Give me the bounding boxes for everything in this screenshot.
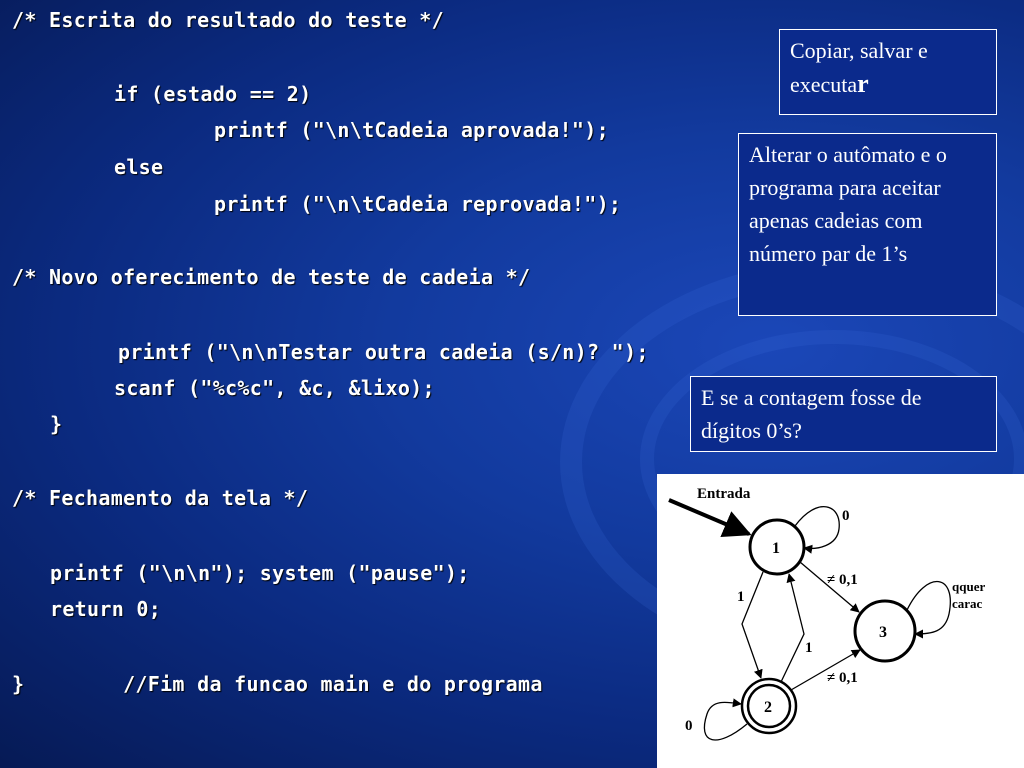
note-run-program [779, 29, 997, 115]
code-comment-new-test: /* Novo oferecimento de teste de cadeia */ [12, 265, 531, 289]
loop-state-3-label-line1: qquer [952, 579, 986, 594]
loop-state-2-label: 0 [685, 718, 693, 734]
note-count-zeros [690, 376, 997, 452]
loop-state-2 [704, 702, 747, 740]
code-printf-rejected: printf ("\n\tCadeia reprovada!"); [214, 192, 622, 216]
automaton-diagram [657, 474, 1024, 768]
entry-arrow [669, 500, 749, 534]
code-scanf: scanf ("%c%c", &c, &lixo); [114, 376, 435, 400]
edge-1-to-2 [742, 572, 763, 678]
loop-state-3-label-line2: carac [952, 596, 983, 611]
note-run-program-text: Copiar, salvar e executa [790, 38, 928, 97]
code-end-main: } //Fim da funcao main e do programa [12, 672, 543, 696]
code-closing-brace: } [50, 412, 63, 436]
code-printf-pause: printf ("\n\n"); system ("pause"); [50, 561, 470, 585]
note-change-automaton [738, 133, 997, 316]
edge-2-to-1 [781, 574, 804, 682]
edge-1-to-2-label: 1 [737, 589, 745, 605]
code-if-statement: if (estado == 2) [114, 82, 312, 106]
edge-2-to-1-label: 1 [805, 640, 813, 656]
note-run-program-last-letter: r [857, 69, 869, 98]
loop-state-1-label: 0 [842, 508, 850, 524]
entry-label: Entrada [697, 486, 751, 502]
code-comment-close-screen: /* Fechamento da tela */ [12, 486, 309, 510]
edge-1-to-3-label: ≠ 0,1 [827, 572, 858, 588]
code-printf-approved: printf ("\n\tCadeia aprovada!"); [214, 118, 609, 142]
code-comment-result: /* Escrita do resultado do teste */ [12, 8, 444, 32]
code-else: else [114, 155, 164, 179]
note-count-zeros-text: E se a contagem fosse de dígitos 0’s? [701, 385, 922, 443]
state-3-label: 3 [879, 624, 887, 641]
state-1-label: 1 [772, 540, 780, 557]
code-return: return 0; [50, 597, 162, 621]
automaton-svg [657, 474, 1024, 768]
code-printf-retry: printf ("\n\nTestar outra cadeia (s/n)? "); [118, 340, 649, 364]
state-2-label: 2 [764, 699, 772, 716]
note-change-automaton-text: Alterar o autômato e o programa para aceitar apenas cadeias com número par de 1’s [749, 142, 947, 266]
edge-2-to-3-label: ≠ 0,1 [827, 670, 858, 686]
